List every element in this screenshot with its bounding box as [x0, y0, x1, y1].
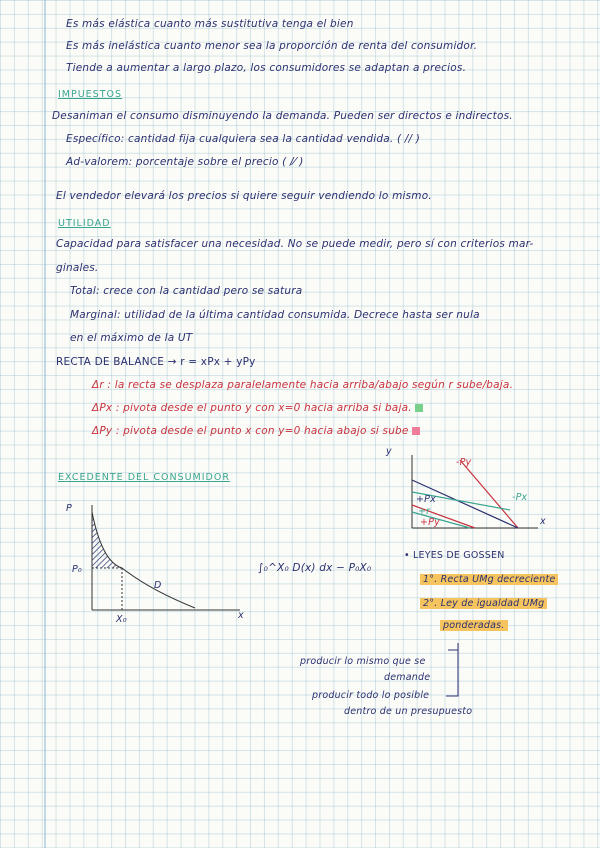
note-2: producir todo lo posible — [312, 690, 430, 701]
impuestos-line-2: Específico: cantidad fija cualquiera sea la cantidad vendida. ( // ) — [66, 133, 421, 145]
note-1b: demande — [384, 672, 431, 683]
impuestos-heading: IMPUESTOS — [58, 89, 123, 100]
utilidad-line-2: ginales. — [56, 262, 99, 274]
utilidad-line-1: Capacidad para satisfacer una necesidad. No se puede medir, pero sí con criterios mar- — [56, 238, 534, 250]
px-minus-label: -Px — [512, 492, 528, 503]
impuestos-line-3: Ad-valorem: porcentaje sobre el precio ( /⁄ ) — [66, 156, 304, 168]
gossen-law-2: 2°. Ley de igualdad UMg — [420, 598, 547, 609]
note-2b: dentro de un presupuesto — [344, 706, 473, 717]
utilidad-line-3: Total: crece con la cantidad pero se satura — [70, 285, 303, 297]
bracket-top — [448, 643, 458, 650]
r-plus-label: +r — [418, 506, 431, 517]
balance-y-label: y — [386, 446, 392, 457]
px-plus-label: +Px — [416, 494, 436, 505]
gossen-law-2-cont: ponderadas. — [440, 620, 508, 631]
p0-label: P₀ — [72, 564, 82, 575]
delta-py-line: ΔPy : pivota desde el punto x con y=0 hacia abajo si sube — [92, 425, 420, 437]
bracket-arrows — [440, 638, 480, 708]
integral-formula: ∫₀^X₀ D(x) dx − P₀X₀ — [258, 562, 372, 574]
balance-x-label: x — [540, 516, 546, 527]
surplus-area — [92, 512, 122, 568]
note-line-1: Es más elástica cuanto más sustitutiva tenga el bien — [66, 18, 354, 30]
gossen-title: • LEYES DE GOSSEN — [404, 550, 505, 561]
py-line — [460, 460, 518, 528]
d-label: D — [154, 580, 162, 591]
gossen-law-1: 1°. Recta UMg decreciente — [420, 574, 558, 585]
pink-mark — [412, 427, 420, 435]
excedente-heading: EXCEDENTE DEL CONSUMIDOR — [58, 472, 230, 483]
utilidad-line-4: Marginal: utilidad de la última cantidad consumida. Decrece hasta ser nula — [70, 309, 480, 321]
margin-line — [44, 0, 46, 848]
x0-label: X₀ — [116, 614, 127, 625]
surplus-graph — [60, 490, 250, 630]
delta-px-line: ΔPx : pivota desde el punto y con x=0 hacia arriba si baja. — [92, 402, 423, 414]
bracket-bottom — [446, 650, 458, 696]
delta-r-line: Δr : la recta se desplaza paralelamente hacia arriba/abajo según r sube/baja. — [92, 379, 514, 391]
py-plus-label: +Py — [420, 517, 440, 528]
note-line-2: Es más inelástica cuanto menor sea la proporción de renta del consumidor. — [66, 40, 478, 52]
axis-x-label: x — [238, 610, 244, 621]
green-mark — [415, 404, 423, 412]
py-minus-label: -Py — [456, 457, 472, 468]
note-1: producir lo mismo que se — [300, 656, 426, 667]
note-line-3: Tiende a aumentar a largo plazo, los consumidores se adaptan a precios. — [66, 62, 467, 74]
impuestos-line-1: Desaniman el consumo disminuyendo la demanda. Pueden ser directos e indirectos. — [52, 110, 513, 122]
utilidad-line-5: en el máximo de la UT — [70, 332, 193, 344]
axis-p-label: P — [66, 503, 72, 514]
balance-line: RECTA DE BALANCE → r = xPx + yPy — [56, 356, 256, 368]
utilidad-heading: UTILIDAD — [58, 218, 111, 229]
impuestos-line-4: El vendedor elevará los precios si quiere seguir vendiendo lo mismo. — [56, 190, 432, 202]
